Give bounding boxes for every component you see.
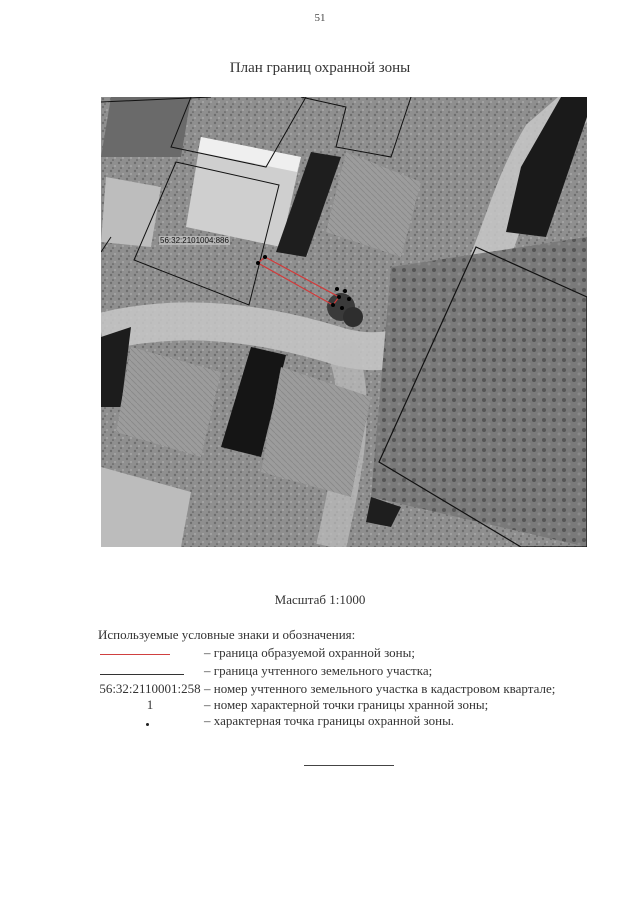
legend-row-point-number xyxy=(98,697,618,713)
legend-row-parcel-boundary xyxy=(98,663,618,679)
legend-row-characteristic-point xyxy=(98,713,618,729)
legend-symbol xyxy=(98,681,202,697)
legend-row-protection-zone-boundary xyxy=(98,645,618,661)
legend-symbol xyxy=(98,697,202,713)
legend-description: – граница образуемой охранной зоны; xyxy=(204,645,415,660)
dot-icon xyxy=(146,723,149,726)
legend-description: – характерная точка границы охранной зоны. xyxy=(204,713,455,728)
legend-row-parcel-number xyxy=(98,681,618,697)
red-line-icon xyxy=(100,654,170,655)
black-line-icon xyxy=(100,674,184,675)
plan-title: План границ охранной зоны xyxy=(229,60,411,76)
scale-label: Масштаб 1:1000 xyxy=(274,592,366,607)
legend-description: – номер учтенного земельного участка в кадастровом квартале; xyxy=(204,681,556,696)
legend-description: – номер характерной точки границы хранной зоны; xyxy=(204,697,489,712)
parcel-number-label: 56:32:2101004:886 xyxy=(160,236,229,245)
legend-title: Используемые условные знаки и обозначения: xyxy=(98,627,356,642)
legend-symbol xyxy=(98,713,202,729)
page-number: 51 xyxy=(314,12,326,24)
aerial-photo xyxy=(101,97,587,547)
aerial-map xyxy=(101,97,587,547)
signature-line xyxy=(304,765,394,766)
legend-symbol-text: 56:32:2110001:258 xyxy=(99,681,201,696)
legend-symbol xyxy=(98,663,202,679)
legend-description: – граница учтенного земельного участка; xyxy=(204,663,433,678)
legend-symbol-text: 1 xyxy=(146,697,154,712)
legend-symbol xyxy=(98,645,202,661)
